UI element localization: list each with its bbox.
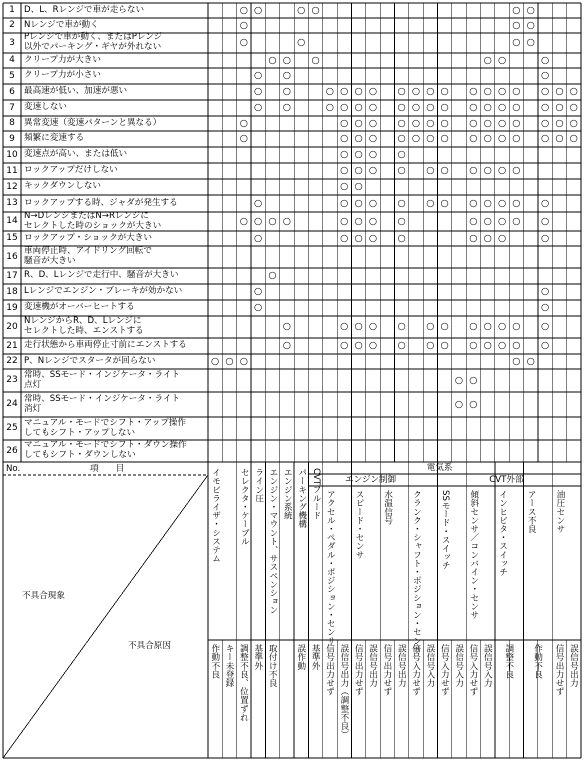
row-number: 12: [6, 181, 18, 192]
mark-circle: ○: [469, 133, 478, 144]
mark-circle: ○: [254, 197, 263, 209]
mark-circle: ○: [440, 102, 449, 113]
mark-circle: ○: [512, 102, 521, 113]
column-label: イモビライザ・システム: [210, 468, 221, 563]
row-description: セレクトした時、エンストする: [24, 326, 144, 336]
mark-circle: ○: [483, 102, 492, 113]
row-number: 26: [6, 445, 18, 456]
row-number: 4: [9, 55, 15, 65]
mark-circle: ○: [340, 215, 349, 227]
row-description: ロックアップだけしない: [24, 165, 118, 175]
mark-circle: ○: [397, 165, 406, 176]
mark-circle: ○: [297, 37, 306, 48]
column-label: エンジン系統: [282, 468, 293, 520]
mark-circle: ○: [426, 321, 435, 332]
mark-circle: ○: [397, 215, 406, 227]
mark-circle: ○: [426, 197, 435, 209]
mark-circle: ○: [211, 355, 220, 367]
row-description: 騒音が大きい: [24, 256, 76, 266]
row-description: キックダウンしない: [24, 181, 102, 191]
mark-circle: ○: [440, 340, 449, 351]
mark-circle: ○: [254, 232, 263, 244]
mark-circle: ○: [555, 133, 564, 144]
row-number: 19: [6, 302, 18, 313]
row-description: 常時、SSモード・インジケータ・ライト: [24, 369, 181, 380]
mark-circle: ○: [569, 117, 578, 129]
mark-circle: ○: [540, 197, 550, 209]
mark-circle: ○: [497, 340, 507, 351]
cvt-external-label: CVT外部: [489, 475, 524, 485]
row-number: 15: [6, 233, 18, 243]
mark-circle: ○: [282, 102, 292, 113]
mark-circle: ○: [483, 117, 492, 129]
row-description: マニュアル・モードでシフト・アップ操作: [24, 417, 186, 428]
mark-circle: ○: [354, 215, 363, 227]
mark-circle: ○: [225, 355, 234, 367]
mark-circle: ○: [368, 321, 378, 332]
mark-circle: ○: [440, 133, 449, 144]
row-number: 9: [9, 133, 15, 144]
mark-circle: ○: [254, 4, 263, 16]
mark-circle: ○: [397, 102, 406, 113]
row-number: 8: [9, 118, 15, 128]
mark-circle: ○: [354, 133, 363, 144]
mark-circle: ○: [368, 215, 378, 227]
row-number: 1: [9, 5, 15, 15]
row-number: 6: [9, 86, 15, 97]
mark-circle: ○: [368, 133, 378, 144]
row-description: してもシフト・ダウンしない: [24, 450, 136, 460]
row-description: Pレンジで車が動く、またはPレンジ: [24, 32, 163, 42]
cause-label: 信号出力せず: [381, 644, 392, 696]
row-number: 21: [6, 340, 18, 351]
cause-label: 信号出力せず: [324, 644, 335, 696]
mark-circle: ○: [282, 321, 292, 332]
mark-circle: ○: [497, 133, 507, 144]
mark-circle: ○: [540, 302, 550, 313]
mark-circle: ○: [512, 37, 521, 48]
mark-circle: ○: [512, 321, 521, 332]
row-description: 走行状態から車両停止寸前にエンストする: [24, 340, 187, 350]
mark-circle: ○: [397, 340, 406, 351]
cause-label: 調整不良: [503, 644, 514, 679]
mark-circle: ○: [497, 197, 507, 209]
cause-label: 不具合原因: [128, 641, 171, 651]
row-description: 以外でパーキング・ギヤが外れない: [24, 42, 162, 52]
mark-circle: ○: [311, 54, 320, 66]
mark-circle: ○: [268, 54, 277, 66]
mark-circle: ○: [397, 321, 406, 332]
row-number: 3: [9, 37, 15, 48]
mark-circle: ○: [555, 86, 564, 97]
mark-circle: ○: [397, 197, 406, 209]
mark-circle: ○: [540, 340, 550, 351]
mark-circle: ○: [512, 19, 521, 31]
mark-circle: ○: [354, 232, 363, 244]
row-description: クリープ力が大きい: [24, 54, 101, 65]
row-number: 16: [6, 251, 18, 262]
mark-circle: ○: [469, 117, 478, 129]
row-number: 23: [6, 375, 18, 385]
mark-circle: ○: [354, 117, 363, 129]
mark-circle: ○: [239, 19, 248, 31]
row-description: してもシフト・アップしない: [24, 427, 136, 438]
mark-circle: ○: [540, 70, 550, 81]
mark-circle: ○: [483, 232, 492, 244]
mark-circle: ○: [512, 86, 521, 97]
mark-circle: ○: [239, 133, 248, 144]
mark-circle: ○: [340, 86, 349, 97]
mark-circle: ○: [297, 4, 306, 16]
mark-circle: ○: [540, 232, 550, 244]
mark-circle: ○: [569, 86, 578, 97]
symptom-label: 不具合現象: [22, 591, 65, 601]
mark-circle: ○: [526, 355, 535, 367]
mark-circle: ○: [354, 102, 363, 113]
column-label: SSモード・スイッチ: [440, 490, 451, 570]
column-label: アース不良: [526, 490, 537, 533]
row-description: Nレンジで車が動く: [24, 19, 99, 30]
row-number: 10: [6, 149, 18, 160]
cause-label: 基準外: [310, 644, 321, 670]
row-number: 11: [6, 165, 18, 176]
row-number: 18: [6, 286, 18, 297]
mark-circle: ○: [368, 197, 378, 209]
mark-circle: ○: [497, 165, 507, 176]
row-description: P、Nレンジでスタータが回らない: [24, 355, 156, 366]
mark-circle: ○: [540, 321, 550, 332]
cause-label: 作動不良: [532, 644, 543, 679]
mark-circle: ○: [483, 86, 492, 97]
mark-circle: ○: [311, 4, 320, 16]
mark-circle: ○: [368, 340, 378, 351]
row-description: NレンジからR、D、Lレンジに: [24, 316, 142, 326]
mark-circle: ○: [368, 165, 378, 176]
cause-label: 基準外: [252, 644, 263, 670]
mark-circle: ○: [497, 232, 507, 244]
row-description: 異常変速（変速パターンと異なる）: [24, 117, 162, 128]
mark-circle: ○: [340, 197, 349, 209]
cause-label: 信号出力せず: [353, 644, 364, 696]
mark-circle: ○: [368, 86, 378, 97]
cause-label: 誤信号出力（調整不良）: [338, 644, 349, 739]
engine-control-label: エンジン制御: [344, 475, 397, 485]
mark-circle: ○: [282, 86, 292, 97]
no-label: No.: [6, 464, 21, 474]
mark-circle: ○: [397, 133, 406, 144]
mark-circle: ○: [440, 321, 449, 332]
mark-circle: ○: [540, 86, 550, 97]
cause-label: 調整不良、位置ずれ: [238, 644, 249, 722]
mark-circle: ○: [340, 102, 349, 113]
cause-label: 誤信号入力: [453, 644, 464, 687]
mark-circle: ○: [569, 102, 578, 113]
mark-circle: ○: [512, 355, 521, 367]
row-description: セレクトした時のショックが大きい: [24, 220, 162, 231]
row-description: Lレンジでエンジン・ブレーキが効かない: [24, 286, 183, 296]
mark-circle: ○: [254, 102, 263, 113]
mark-circle: ○: [254, 302, 263, 313]
mark-circle: ○: [268, 215, 277, 227]
cause-label: 信号入力せず: [410, 644, 421, 696]
row-description: クリープ力が小さい: [24, 70, 101, 80]
mark-circle: ○: [483, 340, 492, 351]
row-number: 13: [6, 198, 18, 208]
row-description: 最高速が低い、加速が悪い: [24, 86, 128, 96]
mark-circle: ○: [540, 215, 550, 227]
column-label: アクセル・ペダル・ポジション・センサ: [325, 490, 336, 645]
mark-circle: ○: [340, 165, 349, 176]
mark-circle: ○: [497, 321, 507, 332]
mark-circle: ○: [282, 215, 292, 227]
column-label: CVTフルード: [311, 468, 322, 520]
column-label: クランク・シャフト・ポジション・センサ: [411, 490, 422, 654]
mark-circle: ○: [512, 215, 521, 227]
cause-label: 誤信号出力: [367, 644, 378, 687]
row-description: N→DレンジまたはN→Rレンジに: [24, 210, 149, 221]
row-description: 頻繁に変速する: [24, 133, 85, 143]
cause-label: 誤信号入力: [424, 644, 435, 687]
cause-label: 誤作動: [295, 644, 306, 670]
column-label: スピード・センサ: [354, 490, 365, 559]
row-description: 常時、SSモード・インジケータ・ライト: [24, 393, 181, 404]
mark-circle: ○: [368, 102, 378, 113]
row-description: 車両停止時、アイドリング回転で: [24, 246, 152, 256]
row-number: 22: [6, 356, 18, 366]
mark-circle: ○: [540, 286, 550, 297]
cause-label: 取付け不良: [267, 644, 278, 687]
row-number: 17: [6, 270, 18, 281]
mark-circle: ○: [426, 340, 435, 351]
mark-circle: ○: [354, 165, 363, 176]
mark-circle: ○: [254, 286, 263, 297]
row-description: ロックアップする時、ジャダが発生する: [24, 197, 178, 208]
mark-circle: ○: [555, 102, 564, 113]
mark-circle: ○: [469, 340, 478, 351]
mark-circle: ○: [426, 102, 435, 113]
column-label: パーキング機構: [296, 468, 307, 529]
item-label: 項 目: [90, 464, 125, 474]
mark-circle: ○: [497, 215, 507, 227]
cause-label: 作動不良: [209, 644, 220, 679]
mark-circle: ○: [440, 197, 449, 209]
mark-circle: ○: [426, 117, 435, 129]
mark-circle: ○: [354, 340, 363, 351]
cause-label: 誤信号入力: [482, 644, 493, 687]
mark-circle: ○: [526, 19, 535, 31]
mark-circle: ○: [340, 133, 349, 144]
mark-circle: ○: [239, 4, 248, 16]
mark-circle: ○: [426, 133, 435, 144]
cause-label: 誤信号出力: [568, 644, 579, 687]
column-label: 傾斜センサ／コンバイン・センサ: [468, 490, 479, 619]
mark-circle: ○: [483, 321, 492, 332]
mark-circle: ○: [282, 70, 292, 81]
mark-circle: ○: [440, 165, 449, 176]
mark-circle: ○: [282, 340, 292, 351]
mark-circle: ○: [340, 321, 349, 332]
mark-circle: ○: [325, 86, 335, 97]
row-number: 14: [6, 216, 18, 226]
mark-circle: ○: [497, 54, 507, 66]
cause-label: 信号入力せず: [439, 644, 450, 696]
row-description: マニュアル・モードでシフト・ダウン操作: [24, 440, 187, 450]
row-number: 7: [9, 102, 15, 113]
mark-circle: ○: [540, 102, 550, 113]
mark-circle: ○: [483, 133, 492, 144]
mark-circle: ○: [512, 165, 521, 176]
mark-circle: ○: [282, 54, 292, 66]
mark-circle: ○: [354, 149, 363, 160]
mark-circle: ○: [340, 149, 349, 160]
mark-circle: ○: [340, 181, 349, 192]
mark-circle: ○: [512, 340, 521, 351]
mark-circle: ○: [254, 86, 263, 97]
mark-circle: ○: [368, 117, 378, 129]
mark-circle: ○: [254, 215, 263, 227]
mark-circle: ○: [426, 165, 435, 176]
row-number: 2: [9, 20, 15, 30]
mark-circle: ○: [497, 86, 507, 97]
mark-circle: ○: [340, 340, 349, 351]
mark-circle: ○: [368, 149, 378, 160]
mark-circle: ○: [469, 215, 478, 227]
column-label: 水温信号: [382, 490, 393, 525]
mark-circle: ○: [354, 181, 363, 192]
mark-circle: ○: [483, 54, 492, 66]
mark-circle: ○: [239, 117, 248, 129]
mark-circle: ○: [354, 86, 363, 97]
mark-circle: ○: [483, 197, 492, 209]
row-number: 25: [6, 423, 18, 433]
mark-circle: ○: [469, 86, 478, 97]
column-label: エンジン・マウント、サスペンション: [267, 468, 278, 615]
mark-circle: ○: [239, 37, 248, 48]
mark-circle: ○: [469, 321, 478, 332]
mark-circle: ○: [426, 86, 435, 97]
column-label: ライン圧: [253, 468, 264, 503]
mark-circle: ○: [411, 133, 421, 144]
mark-circle: ○: [540, 54, 550, 66]
mark-circle: ○: [469, 232, 478, 244]
mark-circle: ○: [268, 270, 277, 281]
column-label: セレクタ・ケーブル: [239, 468, 250, 546]
mark-circle: ○: [497, 102, 507, 113]
mark-circle: ○: [411, 117, 421, 129]
mark-circle: ○: [569, 133, 578, 144]
cause-label: 信号出力せず: [554, 644, 565, 696]
row-number: 24: [6, 399, 18, 409]
row-number: 20: [6, 321, 18, 332]
mark-circle: ○: [454, 398, 464, 410]
mark-circle: ○: [512, 117, 521, 129]
row-description: 消灯: [24, 403, 42, 414]
row-description: 点灯: [24, 379, 42, 390]
column-label: 油圧センサ: [554, 490, 565, 533]
mark-circle: ○: [325, 102, 335, 113]
column-label: インヒビタ・スイッチ: [497, 490, 508, 576]
mark-circle: ○: [469, 102, 478, 113]
mark-circle: ○: [540, 117, 550, 129]
mark-circle: ○: [512, 133, 521, 144]
mark-circle: ○: [469, 197, 478, 209]
mark-circle: ○: [411, 102, 421, 113]
mark-circle: ○: [512, 197, 521, 209]
mark-circle: ○: [469, 398, 478, 410]
mark-circle: ○: [483, 165, 492, 176]
mark-circle: ○: [555, 117, 564, 129]
mark-circle: ○: [440, 86, 449, 97]
mark-circle: ○: [354, 197, 363, 209]
mark-circle: ○: [354, 321, 363, 332]
row-description: 変速しない: [24, 102, 67, 112]
cause-label: 誤信号出力: [396, 644, 407, 687]
mark-circle: ○: [397, 86, 406, 97]
mark-circle: ○: [440, 117, 449, 129]
mark-circle: ○: [526, 4, 535, 16]
row-number: 5: [9, 70, 15, 81]
mark-circle: ○: [368, 232, 378, 244]
mark-circle: ○: [340, 232, 349, 244]
electrical-label: 電気系: [426, 463, 453, 473]
row-description: D、L、Rレンジで車が走らない: [24, 4, 145, 15]
row-description: 変速機がオーバーヒートする: [24, 302, 135, 312]
row-description: R、D、Lレンジで走行中、騒音が大きい: [24, 270, 179, 280]
mark-circle: ○: [483, 215, 492, 227]
cause-label: キー未登録: [224, 644, 235, 687]
mark-circle: ○: [239, 215, 248, 227]
row-description: ロックアップ・ショックが大きい: [24, 232, 152, 243]
mark-circle: ○: [497, 117, 507, 129]
mark-circle: ○: [526, 37, 535, 48]
mark-circle: ○: [397, 117, 406, 129]
mark-circle: ○: [454, 374, 464, 386]
mark-circle: ○: [239, 355, 248, 367]
cause-label: 信号入力せず: [467, 644, 478, 696]
row-description: 変速点が高い、または低い: [24, 149, 128, 159]
mark-circle: ○: [397, 232, 406, 244]
mark-circle: ○: [469, 374, 478, 386]
mark-circle: ○: [254, 70, 263, 81]
mark-circle: ○: [411, 86, 421, 97]
mark-circle: ○: [469, 165, 478, 176]
mark-circle: ○: [340, 117, 349, 129]
mark-circle: ○: [540, 133, 550, 144]
mark-circle: ○: [397, 149, 406, 160]
mark-circle: ○: [512, 4, 521, 16]
